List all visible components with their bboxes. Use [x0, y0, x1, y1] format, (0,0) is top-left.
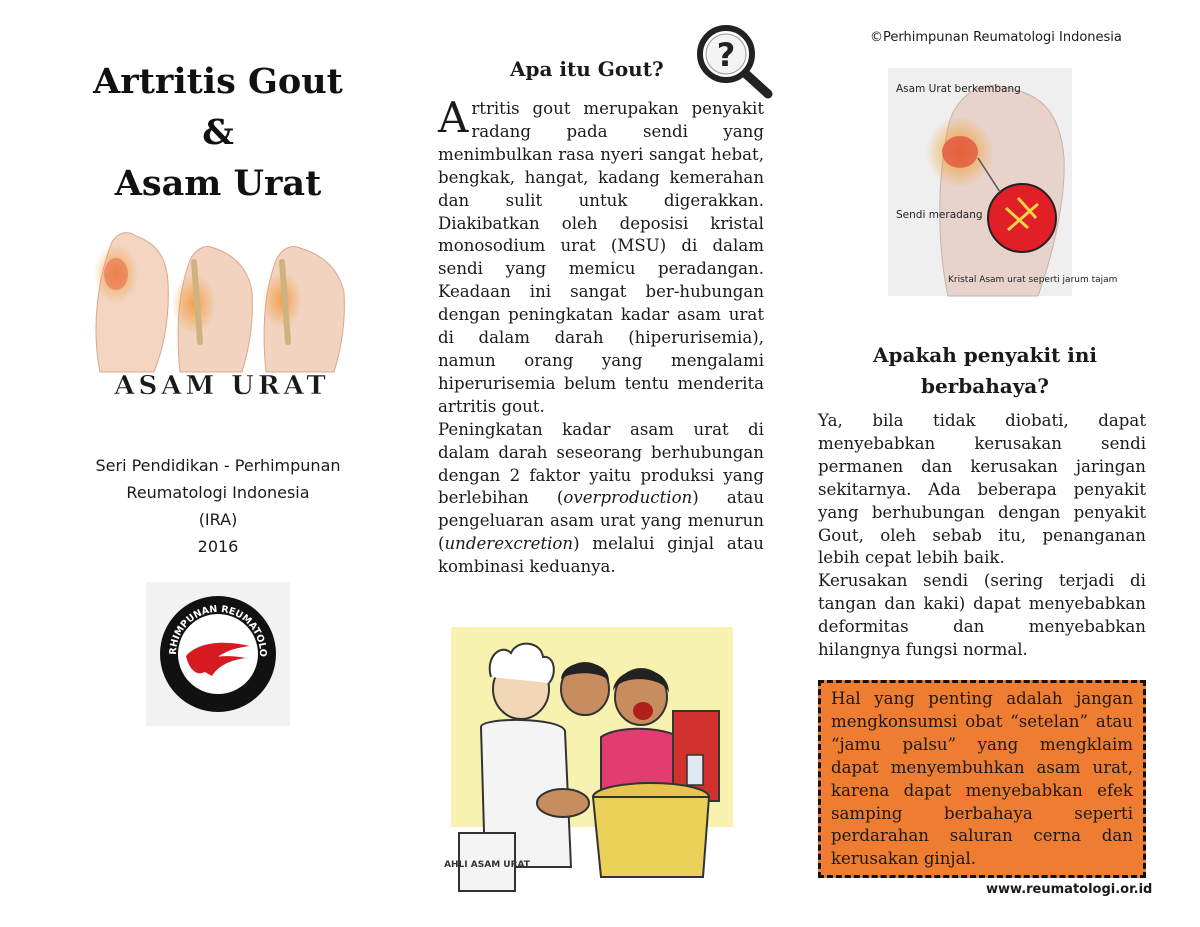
- logo-text-bottom: INDONESIA: [190, 676, 246, 695]
- label-kristal: Kristal Asam urat seperti jarum tajam: [948, 275, 1118, 285]
- svg-text:Sendi meradang: [896, 209, 983, 221]
- para2-part-a: Peningkatan kadar asam urat di dalam darah seseorang berhubungan dengan 2 faktor yaitu produksi yang berlebihan (: [438, 419, 764, 508]
- ira-logo: [146, 582, 290, 726]
- copyright-notice: ©Perhimpunan Reumatologi Indonesia: [870, 30, 1122, 45]
- series-line-1: Seri Pendidikan - Perhimpunan: [95, 456, 341, 475]
- label-asam-urat: Asam Urat berkembang: [896, 83, 1021, 95]
- brochure-title: [40, 56, 396, 209]
- svg-text:Kristal Asam urat seperti jaru: [948, 275, 1117, 285]
- banner-text: ASAM URAT: [114, 371, 330, 401]
- gout-paragraph-1: [438, 93, 764, 419]
- danger-heading: Apakah penyakit ini berbahaya?: [872, 343, 1097, 398]
- term-overproduction: overproduction: [563, 488, 693, 508]
- bag-label: AHLI ASAM URAT: [444, 860, 530, 870]
- para2-part-b: ) atau pengeluaran asam urat yang menurun (: [438, 488, 765, 554]
- gout-description: [438, 93, 765, 579]
- series-line-3: (IRA): [198, 510, 238, 529]
- feet-illustration: [82, 222, 362, 400]
- magnifier-question-mark: ?: [716, 36, 736, 74]
- para2-part-c: ) melalui ginjal atau kombinasi keduanya.: [438, 534, 764, 577]
- gout-paragraph-2: [438, 419, 764, 579]
- danger-description: [818, 410, 1146, 662]
- magnifier-question-icon: [694, 22, 774, 98]
- gout-heading: Apa itu Gout?: [510, 57, 664, 81]
- svg-text:Asam Urat berkembang: [896, 83, 1021, 95]
- title-line-2: &: [202, 112, 234, 153]
- danger-paragraph-1: Ya, bila tidak diobati, dapat menyebabkan kerusakan sendi permanen dan kerusakan jaringan sekitarnya. Ada beberapa penyakit yang berhubungan dengan penyakit Gout, oleh sebab itu, penanganan lebih cepat lebih baik.: [818, 411, 1146, 568]
- doctor-cartoon: [444, 627, 733, 897]
- title-line-3: Asam Urat: [114, 163, 322, 204]
- danger-paragraph-2: Kerusakan sendi (sering terjadi di tangan dan kaki) dapat menyebabkan deformitas dan menyebabkan hilangnya fungsi normal.: [818, 571, 1146, 660]
- term-underexcretion: underexcretion: [444, 534, 574, 554]
- series-line-4: 2016: [197, 537, 239, 556]
- gout-foot-diagram: [888, 68, 1118, 296]
- warning-box: Hal yang penting adalah jangan mengkonsumsi obat “setelan” atau “jamu palsu” yang mengklaim dapat menyembuhkan asam urat, karena dapat menyebabkan efek samping berbahaya seperti perdarahan saluran cerna dan kerusakan ginjal.: [818, 680, 1146, 878]
- dropcap: A: [438, 93, 469, 142]
- logo-text-top: RHIMPUNAN REUMATOLO: [167, 603, 269, 658]
- gout-paragraph-1-text: rtritis gout merupakan penyakit radang pada sendi yang menimbulkan rasa nyeri sangat hebat, bengkak, hangat, kadang kemerahan dan sulit untuk digerakkan. Diakibatkan oleh deposisi kristal monosodium urat (MSU) di dalam sendi yang memicu peradangan. Keadaan ini sangat ber-hubungan dengan peningkatan kadar asam urat di dalam darah (hiperurisemia), namun orang yang mengalami hiperurisemia belum tentu menderita artritis gout.: [438, 99, 764, 416]
- title-line-1: Artritis Gout: [93, 61, 343, 102]
- series-line-2: Reumatologi Indonesia: [126, 483, 310, 502]
- series-info: [40, 452, 396, 560]
- website-link[interactable]: www.reumatologi.or.id: [986, 882, 1153, 897]
- label-sendi: Sendi meradang: [896, 209, 983, 221]
